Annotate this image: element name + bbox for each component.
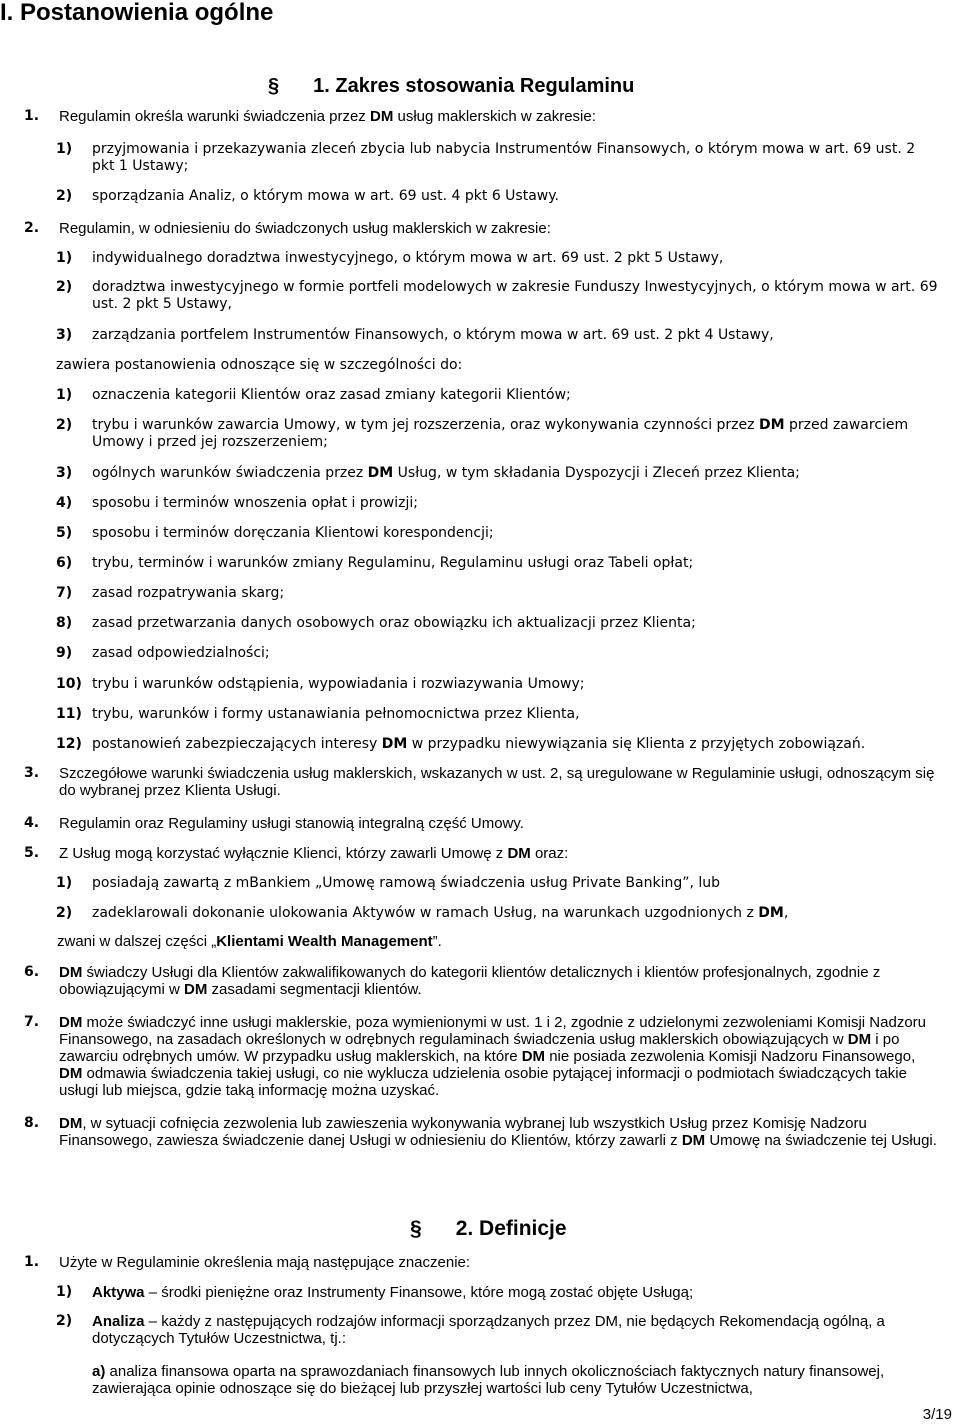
defined-term: Klientami Wealth Management: [216, 933, 433, 950]
outro-suffix: ”.: [432, 933, 442, 950]
clause-1-item-1: [56, 141, 940, 175]
scope-item-5: [56, 525, 940, 542]
definition-text: [92, 1313, 940, 1347]
outro-prefix: zwani w dalszej części „: [57, 933, 217, 950]
clause-number: 4.: [24, 815, 40, 831]
item-text: trybu i warunków odstąpienia, wypowiadania i rozwiazywania Umowy;: [92, 676, 585, 692]
scope-item-10: [56, 676, 940, 693]
clause-text: Użyte w Regulaminie określenia mają następujące znaczenie:: [59, 1254, 471, 1271]
dm-abbreviation: DM: [59, 1065, 83, 1082]
scope-item-7: [56, 585, 940, 602]
item-number: 2): [56, 1313, 73, 1329]
scope-item-11: [56, 706, 940, 723]
item-text: doradztwa inwestycyjnego w formie portfeli modelowych w zakresie Funduszy Inwestycyjnych, o którym mowa w art. 69 ust. 2 pkt 5 Ustawy,: [92, 279, 938, 312]
clause-1: [24, 108, 940, 125]
item-text: sposobu i terminów wnoszenia opłat i prowizji;: [92, 495, 418, 511]
item-number: 6): [56, 555, 73, 571]
clause-1-item-2: [56, 188, 940, 205]
clause-5-item-1: [56, 875, 940, 892]
clause-number: 8.: [24, 1115, 40, 1131]
item-number: 7): [56, 585, 73, 601]
item-number: 8): [56, 615, 73, 631]
item-number: 3): [56, 465, 73, 481]
item-text: zadeklarowali dokonanie ulokowania Aktywów w ramach Usług, na warunkach uzgodnionych z DM,: [92, 905, 789, 921]
clause-number: 3.: [24, 765, 40, 781]
item-text: sposobu i terminów doręczania Klientowi korespondencji;: [92, 525, 494, 541]
clause-2: [24, 220, 940, 237]
item-text: trybu, terminów i warunków zmiany Regulaminu, Regulaminu usługi oraz Tabeli opłat;: [92, 555, 694, 571]
item-number: 2): [56, 188, 73, 204]
item-number: 1): [56, 141, 73, 157]
item-text: postanowień zabezpieczających interesy DM w przypadku niewywiązania się Klienta z przyjętych zobowiązań.: [92, 736, 866, 752]
section-2-title-text: 2. Definicje: [455, 1217, 567, 1240]
item-number: 4): [56, 495, 73, 511]
dm-abbreviation: DM: [367, 465, 394, 481]
clause-number: 6.: [24, 964, 40, 980]
item-text: trybu i warunków zawarcia Umowy, w tym jej rozszerzenia, oraz wykonywania czynności przez DM przed zawarciem Umowy i przed jej rozszerzeniem;: [92, 417, 909, 450]
clause-number: 1.: [24, 108, 40, 124]
paragraph-sign: §: [410, 1217, 422, 1240]
dm-abbreviation: DM: [758, 417, 785, 433]
definition-body: – każdy z następujących rodzajów informacji sporządzanych przez DM, nie będących Rekomendacją ogólną, a dotyczących Tytułów Uczestnictwa, tj.:: [92, 1313, 885, 1347]
item-number: 5): [56, 525, 73, 541]
clause-text: DM, w sytuacji cofnięcia zezwolenia lub zawieszenia wykonywania wybranej lub wszystkich Usług przez Komisję Nadzoru Finansowego, zawiesza świadczenie danej Usługi w odniesieniu do Klientów, którzy zawarli z DM Umowę na świadczenie tej Usługi.: [59, 1115, 937, 1149]
definitions-intro: [24, 1254, 940, 1271]
clause-text: Regulamin oraz Regulaminy usługi stanowią integralną część Umowy.: [59, 815, 524, 832]
clause-text: Regulamin określa warunki świadczenia przez DM usług maklerskich w zakresie:: [59, 108, 596, 125]
clause-text: Z Usług mogą korzystać wyłącznie Klienci, którzy zawarli Umowę z DM oraz:: [59, 845, 569, 862]
definition-subitem-a: [92, 1363, 946, 1397]
section-1-title-text: 1. Zakres stosowania Regulaminu: [313, 75, 635, 97]
clause-text: DM świadczy Usługi dla Klientów zakwalifikowanych do kategorii klientów detalicznych i klientów profesjonalnych, zgodnie z obowiązującymi w DM zasadami segmentacji klientów.: [59, 964, 881, 998]
clause-4: [24, 815, 940, 832]
item-number: 1): [56, 250, 73, 266]
defined-term: Aktywa: [92, 1284, 145, 1301]
dm-abbreviation: DM: [521, 1048, 546, 1065]
clause-2-item-1: [56, 250, 940, 267]
scope-item-6: [56, 555, 940, 572]
clause-text: Szczegółowe warunki świadczenia usług maklerskich, wskazanych w ust. 2, są uregulowane w Regulaminie usługi, odnoszącym się do wybranej przez Klienta Usługi.: [59, 765, 935, 799]
paragraph-sign: §: [268, 75, 280, 97]
clause-6: [24, 964, 940, 998]
clause-number: 2.: [24, 220, 40, 236]
clause-2-item-3: [56, 327, 940, 344]
clause-8: [24, 1115, 940, 1149]
item-text: trybu, warunków i formy ustanawiania pełnomocnictwa przez Klienta,: [92, 706, 580, 722]
dm-abbreviation: DM: [681, 1132, 706, 1149]
dm-abbreviation: DM: [758, 905, 784, 921]
scope-item-4: [56, 495, 940, 512]
dm-abbreviation: DM: [184, 981, 208, 998]
dm-abbreviation: DM: [59, 1014, 83, 1031]
item-text: zasad odpowiedzialności;: [92, 645, 270, 661]
section-1-title: [268, 74, 634, 98]
scope-item-8: [56, 615, 940, 632]
subitem-label: a): [92, 1363, 106, 1380]
scope-item-9: [56, 645, 940, 662]
clause-5-item-2: [56, 905, 940, 922]
item-number: 2): [56, 279, 73, 295]
scope-item-3: [56, 465, 940, 482]
dm-abbreviation: DM: [847, 1031, 872, 1048]
item-number: 11): [56, 706, 82, 722]
dm-abbreviation: DM: [507, 845, 531, 862]
clause-text: DM może świadczyć inne usługi maklerskie, poza wymienionymi w ust. 1 i 2, zgodnie z udzielonymi zezwoleniami Komisji Nadzoru Finansowego, na zasadach określonych w odrębnych regulaminach świadczenia usług maklerskich obowiązujących w DM i po zawarciu odrębnych umów. W przypadku usług maklerskich, na które DM nie posiada zezwolenia Komisji Nadzoru Finansowego, DM odmawia świadczenia takiej usługi, co nie wyklucza udzielenia osobie pytającej informacji o podmiotach świadczących takie usługi lub miejsca, gdzie taką informację można uzyskać.: [59, 1014, 927, 1099]
item-number: 1): [56, 1284, 73, 1300]
item-text: zasad przetwarzania danych osobowych oraz obowiązku ich aktualizacji przez Klienta;: [92, 615, 696, 631]
page-number: 3/19: [922, 1406, 952, 1423]
item-number: 2): [56, 417, 73, 433]
clause-5: [24, 845, 940, 862]
section-2-title: [410, 1216, 567, 1241]
item-text: przyjmowania i przekazywania zleceń zbycia lub nabycia Instrumentów Finansowych, o którym mowa w art. 69 ust. 2 pkt 1 Ustawy;: [92, 141, 916, 174]
item-text: ogólnych warunków świadczenia przez DM Usług, w tym składania Dyspozycji i Zleceń przez Klienta;: [92, 465, 800, 481]
clause-number: 1.: [24, 1254, 40, 1270]
page-heading: I. Postanowienia ogólne: [0, 0, 274, 26]
item-number: 3): [56, 327, 73, 343]
subitem-text: analiza finansowa oparta na sprawozdaniach finansowych lub innych okolicznościach faktycznych natury finansowej, zawierająca opinie odnoszące się do bieżącej lub przyszłej wartości lub ceny Tytułów Uczestnictwa,: [92, 1363, 885, 1397]
clause-2-intro: zawiera postanowienia odnoszące się w szczególności do:: [56, 357, 463, 373]
item-text: zasad rozpatrywania skarg;: [92, 585, 285, 601]
clause-7: [24, 1014, 940, 1099]
definition-text: [92, 1284, 940, 1301]
clause-2-item-2: [56, 279, 940, 313]
item-number: 2): [56, 905, 73, 921]
item-text: sporządzania Analiz, o którym mowa w art. 69 ust. 4 pkt 6 Ustawy.: [92, 188, 559, 204]
clause-number: 5.: [24, 845, 40, 861]
scope-item-2: [56, 417, 940, 451]
item-text: zarządzania portfelem Instrumentów Finansowych, o którym mowa w art. 69 ust. 2 pkt 4 Ustawy,: [92, 327, 774, 343]
scope-item-12: [56, 736, 940, 753]
scope-item-1: [56, 387, 940, 404]
definition-aktywa: [56, 1284, 940, 1301]
dm-abbreviation: DM: [369, 108, 394, 125]
item-number: 1): [56, 387, 73, 403]
item-number: 12): [56, 736, 82, 752]
clause-3: [24, 765, 940, 799]
dm-abbreviation: DM: [59, 964, 83, 981]
definition-body: – środki pieniężne oraz Instrumenty Finansowe, które mogą zostać objęte Usługą;: [144, 1284, 694, 1301]
item-text: indywidualnego doradztwa inwestycyjnego, o którym mowa w art. 69 ust. 2 pkt 5 Ustawy,: [92, 250, 724, 266]
dm-abbreviation: DM: [59, 1115, 83, 1132]
clause-number: 7.: [24, 1014, 40, 1030]
defined-term: Analiza: [92, 1313, 145, 1330]
item-number: 1): [56, 875, 73, 891]
item-text: oznaczenia kategorii Klientów oraz zasad zmiany kategorii Klientów;: [92, 387, 571, 403]
definition-analiza: [56, 1313, 940, 1347]
clause-5-outro: [57, 933, 442, 950]
item-number: 9): [56, 645, 73, 661]
dm-abbreviation: DM: [381, 736, 408, 752]
item-number: 10): [56, 676, 82, 692]
item-text: posiadają zawartą z mBankiem „Umowę ramową świadczenia usług Private Banking”, lub: [92, 875, 721, 891]
clause-text: Regulamin, w odniesieniu do świadczonych usług maklerskich w zakresie:: [59, 220, 551, 237]
